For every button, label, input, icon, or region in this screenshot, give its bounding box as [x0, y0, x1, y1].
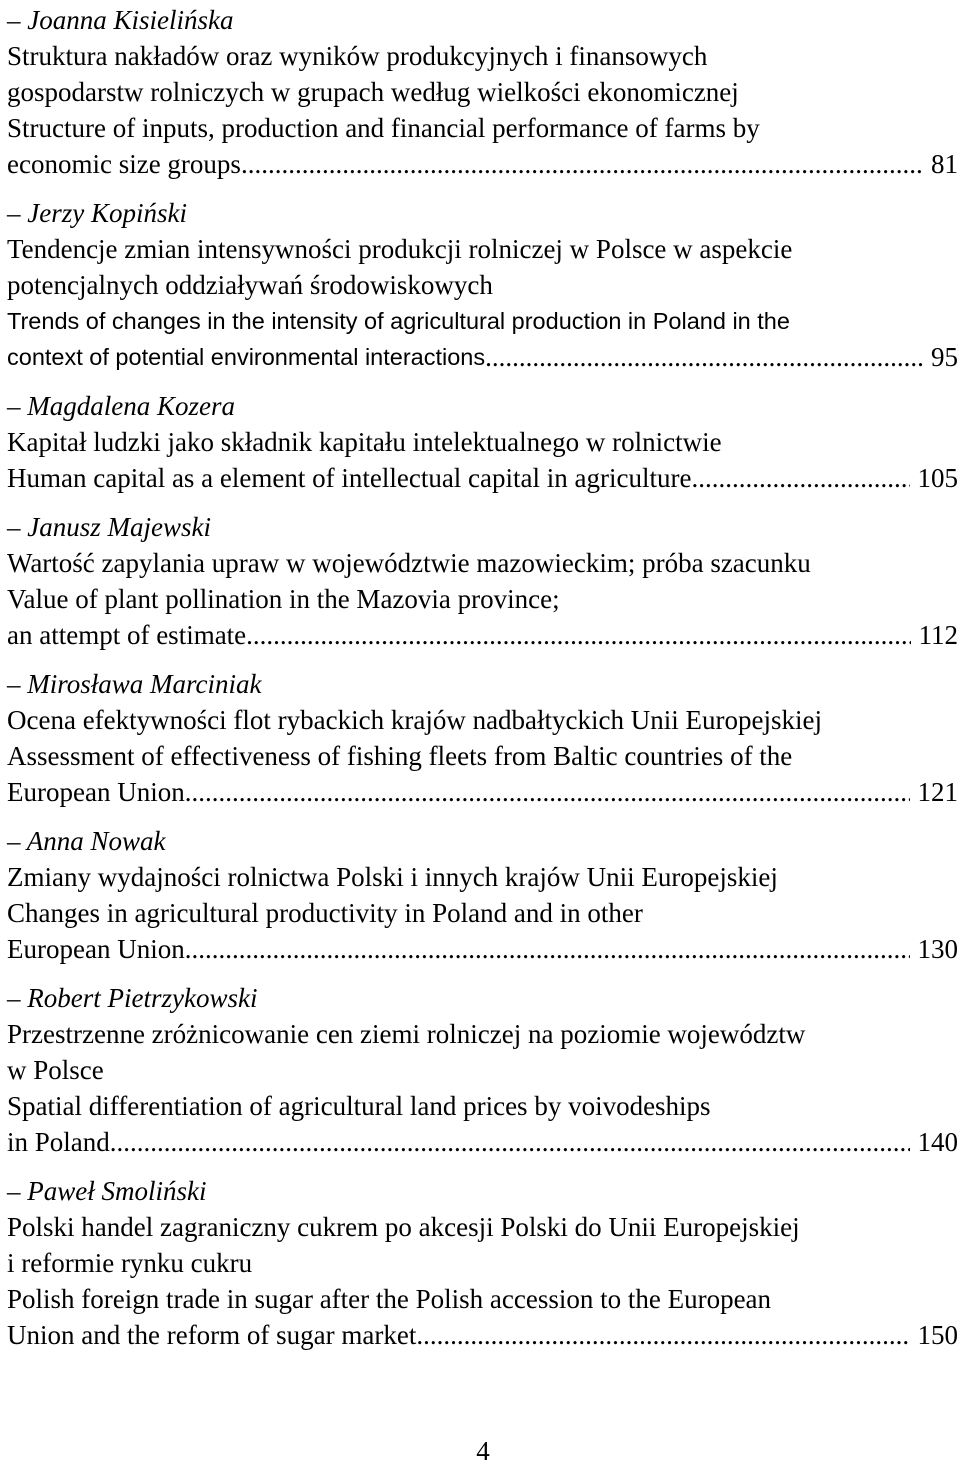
- entry-last-line: [7, 774, 958, 810]
- toc-entry: [7, 666, 958, 810]
- entry-page-number: 121: [917, 777, 958, 807]
- entry-title-line: context of potential environmental interactions: [7, 344, 486, 370]
- entry-title-line: Trends of changes in the intensity of agricultural production in Poland in the: [7, 308, 790, 334]
- entry-page-number: 81: [931, 149, 958, 179]
- entry-title-line: Przestrzenne zróżnicowanie cen ziemi rolniczej na poziomie województw: [7, 1019, 806, 1049]
- toc-entry: [7, 195, 958, 375]
- entry-last-line: [7, 617, 958, 653]
- dot-leader: [691, 460, 909, 496]
- dot-leader: [416, 1317, 909, 1353]
- entry-title-line: Polski handel zagraniczny cukrem po akcesji Polski do Unii Europejskiej: [7, 1212, 800, 1242]
- entry-author: – Mirosława Marciniak: [7, 669, 262, 699]
- entry-last-line: [7, 1124, 958, 1160]
- dot-leader: [185, 931, 910, 967]
- entry-page-number: 150: [917, 1320, 958, 1350]
- entry-last-line: [7, 1317, 958, 1353]
- entry-title-line: Assessment of effectiveness of fishing fleets from Baltic countries of the: [7, 741, 793, 771]
- entry-last-line: [7, 339, 958, 375]
- entry-author: – Anna Nowak: [7, 826, 166, 856]
- entry-page-number: 112: [918, 620, 958, 650]
- entry-title-line: Union and the reform of sugar market: [7, 1320, 417, 1350]
- toc-entry: [7, 388, 958, 496]
- toc-entry: [7, 1173, 958, 1353]
- entry-page-number: 140: [917, 1127, 958, 1157]
- entry-last-line: [7, 460, 958, 496]
- entry-page-number: 130: [917, 934, 958, 964]
- dot-leader: [485, 339, 923, 375]
- entry-title-line: Human capital as a element of intellectual capital in agriculture: [7, 463, 692, 493]
- entry-author: – Paweł Smoliński: [7, 1176, 207, 1206]
- entry-title-line: an attempt of estimate: [7, 620, 247, 650]
- toc-entry: [7, 2, 958, 182]
- entry-title-line: Kapitał ludzki jako składnik kapitału intelektualnego w rolnictwie: [7, 427, 722, 457]
- entry-page-number: 95: [931, 342, 958, 372]
- entry-title-line: Changes in agricultural productivity in Poland and in other: [7, 898, 643, 928]
- entry-author: – Magdalena Kozera: [7, 391, 235, 421]
- entry-title-line: Zmiany wydajności rolnictwa Polski i innych krajów Unii Europejskiej: [7, 862, 778, 892]
- entry-title-line: Value of plant pollination in the Mazovia province;: [7, 584, 560, 614]
- entry-author: – Janusz Majewski: [7, 512, 211, 542]
- toc-entry: [7, 823, 958, 967]
- entry-author: – Jerzy Kopiński: [7, 198, 187, 228]
- entry-title-line: Struktura nakładów oraz wyników produkcyjnych i finansowych: [7, 41, 708, 71]
- entry-page-number: 105: [917, 463, 958, 493]
- entry-title-line: Tendencje zmian intensywności produkcji rolniczej w Polsce w aspekcie: [7, 234, 793, 264]
- entry-last-line: [7, 146, 958, 182]
- entry-title-line: in Poland: [7, 1127, 110, 1157]
- entry-title-line: potencjalnych oddziaływań środowiskowych: [7, 270, 493, 300]
- entry-author: – Joanna Kisielińska: [7, 5, 234, 35]
- entry-title-line: Wartość zapylania upraw w województwie mazowieckim; próba szacunku: [7, 548, 811, 578]
- entry-title-line: Spatial differentiation of agricultural land prices by voivodeships: [7, 1091, 711, 1121]
- table-of-contents: [7, 2, 958, 1366]
- entry-title-line: Polish foreign trade in sugar after the Polish accession to the European: [7, 1284, 772, 1314]
- entry-author: – Robert Pietrzykowski: [7, 983, 258, 1013]
- toc-entry: [7, 509, 958, 653]
- entry-title-line: gospodarstw rolniczych w grupach według wielkości ekonomicznej: [7, 77, 739, 107]
- entry-title-line: Ocena efektywności flot rybackich krajów nadbałtyckich Unii Europejskiej: [7, 705, 822, 735]
- entry-title-line: European Union: [7, 934, 185, 964]
- dot-leader: [246, 617, 910, 653]
- entry-title-line: European Union: [7, 777, 185, 807]
- entry-title-line: w Polsce: [7, 1055, 104, 1085]
- entry-title-line: economic size groups: [7, 149, 241, 179]
- entry-title-line: i reformie rynku cukru: [7, 1248, 253, 1278]
- entry-last-line: [7, 931, 958, 967]
- page-number: 4: [476, 1436, 490, 1466]
- dot-leader: [185, 774, 910, 810]
- entry-title-line: Structure of inputs, production and financial performance of farms by: [7, 113, 760, 143]
- dot-leader: [110, 1124, 910, 1160]
- dot-leader: [241, 146, 923, 182]
- toc-entry: [7, 980, 958, 1160]
